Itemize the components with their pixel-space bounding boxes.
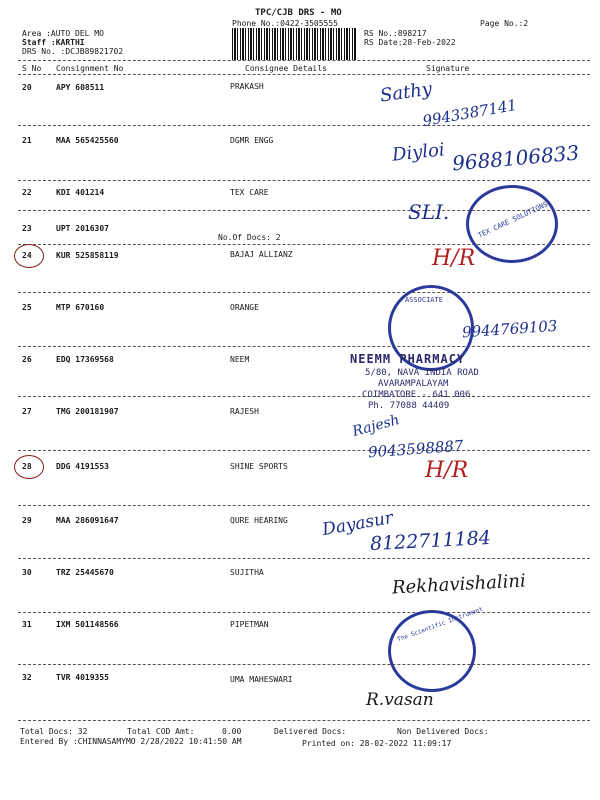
- phone-row-27: 9043598887: [367, 436, 464, 462]
- row-consignment: MTP 670160: [56, 303, 105, 312]
- row-consignment: APY 608511: [56, 83, 105, 92]
- report-title: TPC/CJB DRS - MO: [255, 8, 342, 18]
- total-cod-value: 0.00: [222, 727, 242, 736]
- area-label: Area :AUTO DEL MO: [22, 29, 104, 38]
- row-consignee: UMA MAHESWARI: [230, 675, 293, 684]
- row-consignee: SUJITHA: [230, 568, 264, 577]
- row-sno: 21: [22, 136, 32, 145]
- row-sno: 30: [22, 568, 32, 577]
- row-consignment: KUR 525858119: [56, 251, 119, 260]
- page-number: Page No.:2: [480, 19, 529, 28]
- row-sno: 27: [22, 407, 32, 416]
- drs-number: DRS No. :DCJB89821702: [22, 47, 124, 56]
- row-sno: 23: [22, 224, 32, 233]
- tex-care-stamp: [466, 185, 558, 263]
- non-delivered-docs: Non Delivered Docs:: [397, 727, 489, 736]
- total-cod-label: Total COD Amt:: [127, 727, 195, 736]
- row-divider: [18, 396, 590, 397]
- row-consignee: PRAKASH: [230, 82, 264, 91]
- signature-row-20: Sathy: [378, 78, 434, 107]
- row-consignee: DGMR ENGG: [230, 136, 274, 145]
- row-divider: [18, 450, 590, 451]
- row-sno: 28: [22, 462, 32, 471]
- pipetman-stamp: [388, 605, 484, 692]
- row-sno: 31: [22, 620, 32, 629]
- row-sno: 24: [22, 251, 32, 260]
- phone-row-29: 8122711184: [369, 526, 492, 556]
- row-consignment: TRZ 25445670: [56, 568, 114, 577]
- row-sno: 25: [22, 303, 32, 312]
- barcode: [232, 28, 356, 60]
- phone-row-21: 9688106833: [451, 140, 581, 176]
- row-divider: [18, 664, 590, 665]
- signature-row-21: Diyloi: [391, 139, 446, 166]
- staff-label: Staff :KARTHI: [22, 38, 85, 47]
- columns-divider: [18, 74, 590, 75]
- row-consignment: TVR 4019355: [56, 673, 109, 682]
- hr-mark-row-24: H/R: [432, 246, 476, 271]
- row-consignee: SHINE SPORTS: [230, 462, 288, 471]
- footer-divider: [18, 720, 590, 721]
- rs-date: RS Date:28-Feb-2022: [364, 38, 456, 47]
- signature-row-30: Rekhavishalini: [391, 570, 527, 599]
- col-signature: Signature: [426, 64, 470, 73]
- col-consignment: Consignment No: [56, 64, 124, 73]
- row-consignment: UPT 2016307: [56, 224, 109, 233]
- row-divider: [18, 292, 590, 293]
- neem-stamp-line3: COIMBATORE - 641 006.: [362, 390, 476, 400]
- col-sno: S No: [22, 64, 42, 73]
- row-consignee: QURE HEARING: [230, 516, 288, 525]
- header-divider: [18, 60, 590, 61]
- row-sno: 32: [22, 673, 32, 682]
- neem-stamp-line1: 5/80, NAVA INDIA ROAD: [365, 368, 479, 378]
- rs-number: RS No.:898217: [364, 29, 427, 38]
- row-divider: [18, 180, 590, 181]
- row-divider: [18, 558, 590, 559]
- row-consignee: BAJAJ ALLIANZ: [230, 250, 293, 259]
- pipetman-stamp-text: The Scientific Instrument: [396, 605, 484, 644]
- row-divider: [18, 125, 590, 126]
- phone-number: Phone No.:0422-3505555: [232, 19, 338, 28]
- row-divider: [18, 346, 590, 347]
- row-consignee: PIPETMAN: [230, 620, 269, 629]
- signature-row-22: SLI.: [408, 200, 450, 224]
- signature-row-29: Dayasur: [320, 507, 395, 541]
- row-divider: [18, 505, 590, 506]
- row-consignment: EDQ 17369568: [56, 355, 114, 364]
- signature-row-27: Rajesh: [350, 412, 402, 440]
- row-consignment: IXM 501148566: [56, 620, 119, 629]
- docs-count: No.Of Docs: 2: [218, 233, 281, 242]
- total-docs: Total Docs: 32: [20, 727, 88, 736]
- entered-by: Entered By :CHINNASAMYMO 2/28/2022 10:41:50 AM: [20, 737, 242, 746]
- row-consignee: RAJESH: [230, 407, 259, 416]
- phone-row-25: 9944769103: [461, 316, 558, 342]
- orange-stamp-text: ASSOCIATE: [405, 296, 443, 304]
- row-consignee: ORANGE: [230, 303, 259, 312]
- row-consignee: NEEM: [230, 355, 250, 364]
- tex-care-stamp-text: TEX CARE SOLUTIONS: [476, 200, 549, 240]
- row-sno: 26: [22, 355, 32, 364]
- row-consignment: DDG 4191553: [56, 462, 109, 471]
- row-consignment: KDI 401214: [56, 188, 105, 197]
- row-sno: 20: [22, 83, 32, 92]
- phone-row-20: 9943387141: [421, 95, 519, 131]
- row-consignment: MAA 286091647: [56, 516, 119, 525]
- neem-stamp-line2: AVARAMPALAYAM: [378, 379, 449, 389]
- row-consignment: TMG 200181907: [56, 407, 119, 416]
- signature-row-32: R.vasan: [366, 690, 434, 710]
- row-sno: 22: [22, 188, 32, 197]
- col-consignee: Consignee Details: [245, 64, 327, 73]
- neem-stamp-line4: Ph. 77088 44409: [368, 401, 450, 411]
- row-consignee: TEX CARE: [230, 188, 269, 197]
- delivered-docs: Delivered Docs:: [274, 727, 347, 736]
- row-consignment: MAA 565425560: [56, 136, 119, 145]
- row-sno: 29: [22, 516, 32, 525]
- row-divider: [18, 612, 590, 613]
- hr-mark-row-28: H/R: [425, 458, 469, 483]
- printed-on: Printed on: 28-02-2022 11:09:17: [302, 739, 452, 748]
- neem-stamp-title: NEEMM PHARMACY: [350, 352, 466, 366]
